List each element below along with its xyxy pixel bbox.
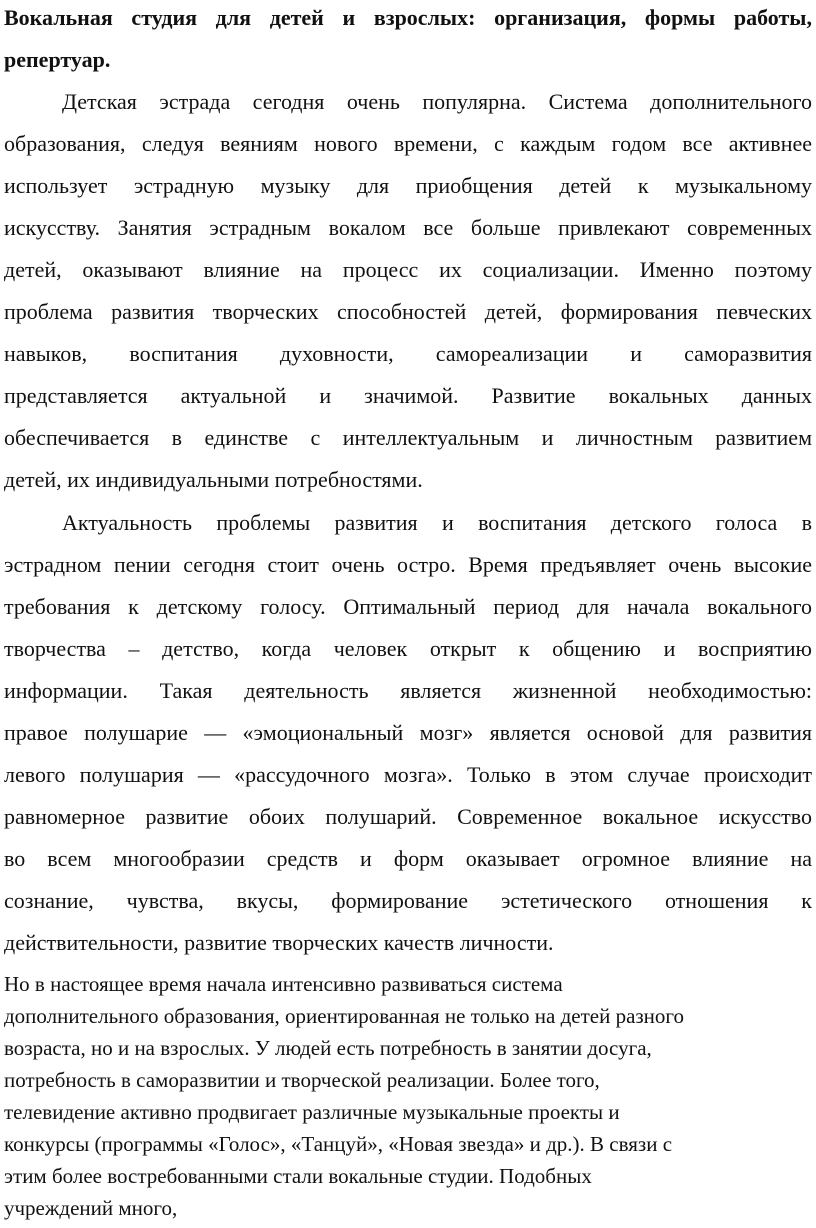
paragraph-1-line-7: навыков, воспитания духовности, самореализации и саморазвития <box>4 341 812 366</box>
paragraph-1-line-8: представляется актуальной и значимой. Развитие вокальных данных <box>4 383 812 408</box>
paragraph-3-line-7: этим более востребованными стали вокальные студии. Подобных <box>4 1164 592 1188</box>
paragraph-3-line-3: возраста, но и на взрослых. У людей есть потребность в занятии досуга, <box>4 1036 652 1060</box>
paragraph-1-line-10: детей, их индивидуальными потребностями. <box>4 467 423 492</box>
paragraph-3-line-6: конкурсы (программы «Голос», «Танцуй», «Новая звезда» и др.). В связи с <box>4 1132 673 1156</box>
paragraph-2-line-4: творчества – детство, когда человек открыт к общению и восприятию <box>4 636 812 661</box>
paragraph-2-line-7: левого полушария — «рассудочного мозга». Только в этом случае происходит <box>4 762 812 787</box>
paragraph-2-line-9: во всем многообразии средств и форм оказывает огромное влияние на <box>4 846 812 871</box>
document-title-line-1: Вокальная студия для детей и взрослых: организация, формы работы, <box>4 5 812 30</box>
paragraph-2-line-6: правое полушарие — «эмоциональный мозг» является основой для развития <box>4 720 812 745</box>
document-title-line-2: репертуар. <box>4 47 111 72</box>
paragraph-2-line-11: действительности, развитие творческих качеств личности. <box>4 930 554 955</box>
paragraph-2-line-5: информации. Такая деятельность является жизненной необходимостью: <box>4 678 812 703</box>
paragraph-2-line-8: равномерное развитие обоих полушарий. Современное вокальное искусство <box>4 804 812 829</box>
paragraph-1-line-5: детей, оказывают влияние на процесс их социализации. Именно поэтому <box>4 257 812 282</box>
paragraph-1-line-2: образования, следуя веяниям нового времени, с каждым годом все активнее <box>4 131 812 156</box>
paragraph-3-line-4: потребность в саморазвитии и творческой реализации. Более того, <box>4 1068 600 1092</box>
paragraph-1-line-9: обеспечивается в единстве с интеллектуальным и личностным развитием <box>4 425 812 450</box>
paragraph-1-line-6: проблема развития творческих способностей детей, формирования певческих <box>4 299 812 324</box>
paragraph-2-line-1: Актуальность проблемы развития и воспитания детского голоса в <box>62 510 812 535</box>
paragraph-1-line-1: Детская эстрада сегодня очень популярна. Система дополнительного <box>62 89 812 114</box>
paragraph-3-line-8: учреждений много, <box>4 1196 178 1220</box>
paragraph-3-line-5: телевидение активно продвигает различные музыкальные проекты и <box>4 1100 620 1124</box>
paragraph-2-line-3: требования к детскому голосу. Оптимальный период для начала вокального <box>4 594 812 619</box>
paragraph-1-line-4: искусству. Занятия эстрадным вокалом все больше привлекают современных <box>4 215 812 240</box>
paragraph-2-line-2: эстрадном пении сегодня стоит очень остро. Время предъявляет очень высокие <box>4 552 812 577</box>
paragraph-3-line-1: Но в настоящее время начала интенсивно развиваться система <box>4 972 563 996</box>
paragraph-2-line-10: сознание, чувства, вкусы, формирование эстетического отношения к <box>4 888 812 913</box>
paragraph-1-line-3: использует эстрадную музыку для приобщения детей к музыкальному <box>4 173 812 198</box>
paragraph-3-line-2: дополнительного образования, ориентированная не только на детей разного <box>4 1004 685 1028</box>
